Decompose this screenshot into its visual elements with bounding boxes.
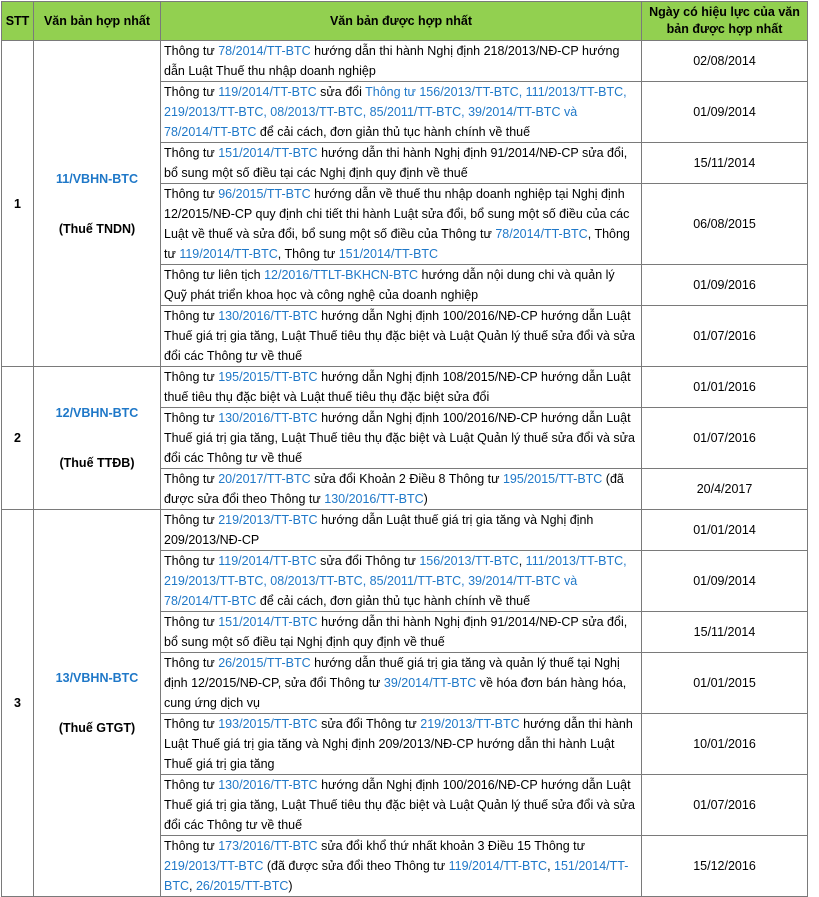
doc-link[interactable]: 130/2016/TT-BTC <box>218 411 318 425</box>
doc-text: Thông tư <box>164 778 219 792</box>
doc-link[interactable]: 96/2015/TT-BTC <box>218 187 311 201</box>
consolidated-documents-table <box>1 1 808 897</box>
doc-text: hướng dẫn thuế giá trị gia tăng và quản lý thuế tại Nghị định 12/2015/NĐ-CP, sửa đổi Thông tư <box>164 656 620 690</box>
source-doc-cell <box>161 836 642 897</box>
effective-date-cell: 01/09/2014 <box>642 82 808 143</box>
source-doc-cell <box>161 469 642 510</box>
effective-date-cell: 10/01/2016 <box>642 714 808 775</box>
doc-text: để cải cách, đơn giản thủ tục hành chính về thuế <box>256 594 531 608</box>
header-effective-date: Ngày có hiệu lực của văn bản được hợp nhất <box>642 2 808 41</box>
doc-link[interactable]: 151/2014/TT-BTC <box>218 615 318 629</box>
doc-link[interactable]: 130/2016/TT-BTC <box>218 309 318 323</box>
header-stt: STT <box>2 2 34 41</box>
tax-type-label: (Thuế GTGT) <box>58 721 136 735</box>
doc-text: Thông tư <box>164 309 219 323</box>
doc-text: để cải cách, đơn giản thủ tục hành chính về thuế <box>256 125 531 139</box>
effective-date-cell: 15/11/2014 <box>642 612 808 653</box>
doc-text: hướng dẫn thi hành Nghị định 218/2013/NĐ-CP hướng dẫn Luật Thuế thu nhập doanh nghiệp <box>164 44 620 78</box>
doc-text: (đã được sửa đổi theo Thông tư <box>164 472 624 506</box>
doc-text: , <box>189 879 196 893</box>
doc-text: hướng dẫn Nghị định 100/2016/NĐ-CP hướng dẫn Luật Thuế giá trị gia tăng, Luật Thuế tiêu thụ đặc biệt và Luật Quản lý thuế sửa đổi và sửa đổi các Thông tư về thuế <box>164 411 635 465</box>
effective-date-cell: 01/01/2016 <box>642 367 808 408</box>
source-doc-cell <box>161 408 642 469</box>
doc-link[interactable]: 219/2013/TT-BTC <box>218 513 318 527</box>
source-doc-cell <box>161 41 642 82</box>
stt-cell: 3 <box>2 510 34 897</box>
doc-text: Thông tư <box>164 717 219 731</box>
doc-text: hướng dẫn Nghị định 100/2016/NĐ-CP hướng dẫn Luật Thuế giá trị gia tăng, Luật Thuế tiêu thụ đặc biệt và Luật Quản lý thuế sửa đổi và sửa đổi các Thông tư về thuế <box>164 309 635 363</box>
header-row <box>2 2 808 41</box>
consolidated-doc-link[interactable]: 13/VBHN-BTC <box>55 671 139 685</box>
doc-text: Thông tư <box>164 85 219 99</box>
source-doc-cell <box>161 82 642 143</box>
effective-date-cell: 01/01/2014 <box>642 510 808 551</box>
doc-text: sửa đổi <box>316 85 366 99</box>
table-row <box>2 41 808 82</box>
effective-date-cell: 01/09/2016 <box>642 265 808 306</box>
doc-text: Thông tư <box>164 656 219 670</box>
source-doc-cell <box>161 775 642 836</box>
source-doc-cell <box>161 265 642 306</box>
source-doc-cell <box>161 367 642 408</box>
effective-date-cell: 15/12/2016 <box>642 836 808 897</box>
doc-link[interactable]: 39/2014/TT-BTC <box>383 676 477 690</box>
source-doc-cell <box>161 653 642 714</box>
source-doc-cell <box>161 510 642 551</box>
doc-text: Thông tư <box>164 44 219 58</box>
doc-link[interactable]: 130/2016/TT-BTC <box>324 492 424 506</box>
doc-link[interactable]: 119/2014/TT-BTC <box>448 859 548 873</box>
source-doc-cell <box>161 143 642 184</box>
doc-text: sửa đổi Thông tư <box>317 717 421 731</box>
doc-link[interactable]: 20/2017/TT-BTC <box>218 472 311 486</box>
doc-text: Thông tư <box>164 146 219 160</box>
doc-text: về hóa đơn bán hàng hóa, cung ứng dịch vụ <box>164 676 627 710</box>
table-body <box>2 41 808 897</box>
doc-text: (đã được sửa đổi theo Thông tư <box>263 859 449 873</box>
doc-link[interactable]: Thông tư 156/2013/TT-BTC, 111/2013/TT-BTC, 219/2013/TT-BTC, 08/2013/TT-BTC, 85/2011/TT-BTC, 39/2014/TT-BTC và 78/2014/TT-BTC <box>164 85 627 139</box>
doc-text: , Thông tư <box>277 247 339 261</box>
doc-text: Thông tư liên tịch <box>164 268 265 282</box>
tax-type-label: (Thuế TNDN) <box>58 221 136 236</box>
tax-type-label: (Thuế TTĐB) <box>59 456 135 470</box>
doc-text: hướng dẫn Luật thuế giá trị gia tăng và Nghị định 209/2013/NĐ-CP <box>164 513 594 547</box>
doc-text: Thông tư <box>164 411 219 425</box>
table-row <box>2 510 808 551</box>
doc-text: Thông tư <box>164 615 219 629</box>
consolidated-doc-link[interactable]: 12/VBHN-BTC <box>55 406 139 420</box>
doc-text: Thông tư <box>164 370 219 384</box>
doc-link[interactable]: 193/2015/TT-BTC <box>218 717 318 731</box>
effective-date-cell: 02/08/2014 <box>642 41 808 82</box>
doc-link[interactable]: 195/2015/TT-BTC <box>218 370 318 384</box>
doc-link[interactable]: 151/2014/TT-BTC <box>338 247 439 261</box>
effective-date-cell: 20/4/2017 <box>642 469 808 510</box>
effective-date-cell: 06/08/2015 <box>642 184 808 265</box>
consolidated-doc-cell <box>34 510 161 897</box>
doc-link[interactable]: 219/2013/TT-BTC <box>420 717 520 731</box>
doc-link[interactable]: 195/2015/TT-BTC <box>502 472 603 486</box>
doc-text: ) <box>288 879 293 893</box>
effective-date-cell: 01/07/2016 <box>642 408 808 469</box>
doc-text: Thông tư <box>164 554 219 568</box>
doc-text: hướng dẫn nội dung chi và quản lý Quỹ phát triển khoa học và công nghệ của doanh nghiệp <box>164 268 615 302</box>
header-source-doc: Văn bản được hợp nhất <box>161 2 642 41</box>
source-doc-cell <box>161 184 642 265</box>
doc-text: , <box>547 859 555 873</box>
doc-link[interactable]: 173/2016/TT-BTC <box>218 839 318 853</box>
doc-link[interactable]: 78/2014/TT-BTC <box>218 44 311 58</box>
doc-text: ) <box>423 492 428 506</box>
doc-text: Thông tư <box>164 513 219 527</box>
source-doc-cell <box>161 306 642 367</box>
source-doc-cell <box>161 714 642 775</box>
doc-text: Thông tư <box>164 472 219 486</box>
effective-date-cell: 01/09/2014 <box>642 551 808 612</box>
doc-link[interactable]: 119/2014/TT-BTC <box>218 85 317 99</box>
doc-text: sửa đổi Thông tư <box>316 554 420 568</box>
doc-text: Thông tư <box>164 839 219 853</box>
doc-text: Thông tư <box>164 187 219 201</box>
doc-text: hướng dẫn thi hành Nghị định 91/2014/NĐ-CP sửa đổi, bổ sung một số điều tại các Nghị định quy định về thuế <box>164 146 628 180</box>
consolidated-doc-cell <box>34 367 161 510</box>
doc-link[interactable]: 119/2014/TT-BTC <box>218 554 317 568</box>
doc-link[interactable]: 78/2014/TT-BTC <box>495 227 588 241</box>
effective-date-cell: 01/01/2015 <box>642 653 808 714</box>
stt-cell: 2 <box>2 367 34 510</box>
doc-text: sửa đổi Khoản 2 Điều 8 Thông tư <box>310 472 503 486</box>
source-doc-cell <box>161 551 642 612</box>
doc-text: hướng dẫn thi hành Nghị định 91/2014/NĐ-CP sửa đổi, bổ sung một số điều tại Nghị định quy định về thuế <box>164 615 628 649</box>
doc-link[interactable]: 26/2015/TT-BTC <box>195 879 289 893</box>
doc-link[interactable]: 151/2014/TT-BTC <box>164 859 629 893</box>
doc-text: hướng dẫn Nghị định 100/2016/NĐ-CP hướng dẫn Luật Thuế giá trị gia tăng, Luật Thuế tiêu thụ đặc biệt và Luật Quản lý thuế sửa đổi và sửa đổi các Thông tư về thuế <box>164 778 635 832</box>
consolidated-doc-cell <box>34 41 161 367</box>
doc-text: hướng dẫn thi hành Luật Thuế giá trị gia tăng và Nghị định 209/2013/NĐ-CP hướng dẫn thi hành Luật Thuế giá trị gia tăng <box>164 717 633 771</box>
doc-text: hướng dẫn Nghị định 108/2015/NĐ-CP hướng dẫn Luật thuế tiêu thụ đặc biệt và Luật thuế tiêu thụ đặc biệt sửa đổi <box>164 370 631 404</box>
doc-link[interactable]: 219/2013/TT-BTC <box>164 859 264 873</box>
consolidated-doc-link[interactable]: 11/VBHN-BTC <box>56 171 138 186</box>
table-row <box>2 367 808 408</box>
doc-link[interactable]: 151/2014/TT-BTC <box>218 146 318 160</box>
doc-text: sửa đổi khổ thứ nhất khoản 3 Điều 15 Thông tư <box>317 839 586 853</box>
stt-cell: 1 <box>2 41 34 367</box>
doc-text: hướng dẫn về thuế thu nhập doanh nghiệp tại Nghị định 12/2015/NĐ-CP quy định chi tiết thi hành Luật sửa đổi, bổ sung một số điều của các Luật về thuế và sửa đổi, bổ sung một số điều của Thông tư <box>164 187 630 241</box>
effective-date-cell: 15/11/2014 <box>642 143 808 184</box>
doc-link[interactable]: 130/2016/TT-BTC <box>218 778 318 792</box>
header-consolidated-doc: Văn bản hợp nhất <box>34 2 161 41</box>
effective-date-cell: 01/07/2016 <box>642 306 808 367</box>
doc-link[interactable]: 26/2015/TT-BTC <box>218 656 311 670</box>
doc-link[interactable]: 12/2016/TTLT-BKHCN-BTC <box>264 268 419 282</box>
doc-link[interactable]: 119/2014/TT-BTC <box>179 247 278 261</box>
doc-link[interactable]: 111/2013/TT-BTC, 219/2013/TT-BTC, 08/2013/TT-BTC, 85/2011/TT-BTC, 39/2014/TT-BTC và 78/2014/TT-BTC <box>164 554 627 608</box>
doc-text: , <box>518 554 526 568</box>
effective-date-cell: 01/07/2016 <box>642 775 808 836</box>
doc-link[interactable]: 156/2013/TT-BTC <box>419 554 519 568</box>
doc-text: , Thông tư <box>164 227 630 261</box>
source-doc-cell <box>161 612 642 653</box>
